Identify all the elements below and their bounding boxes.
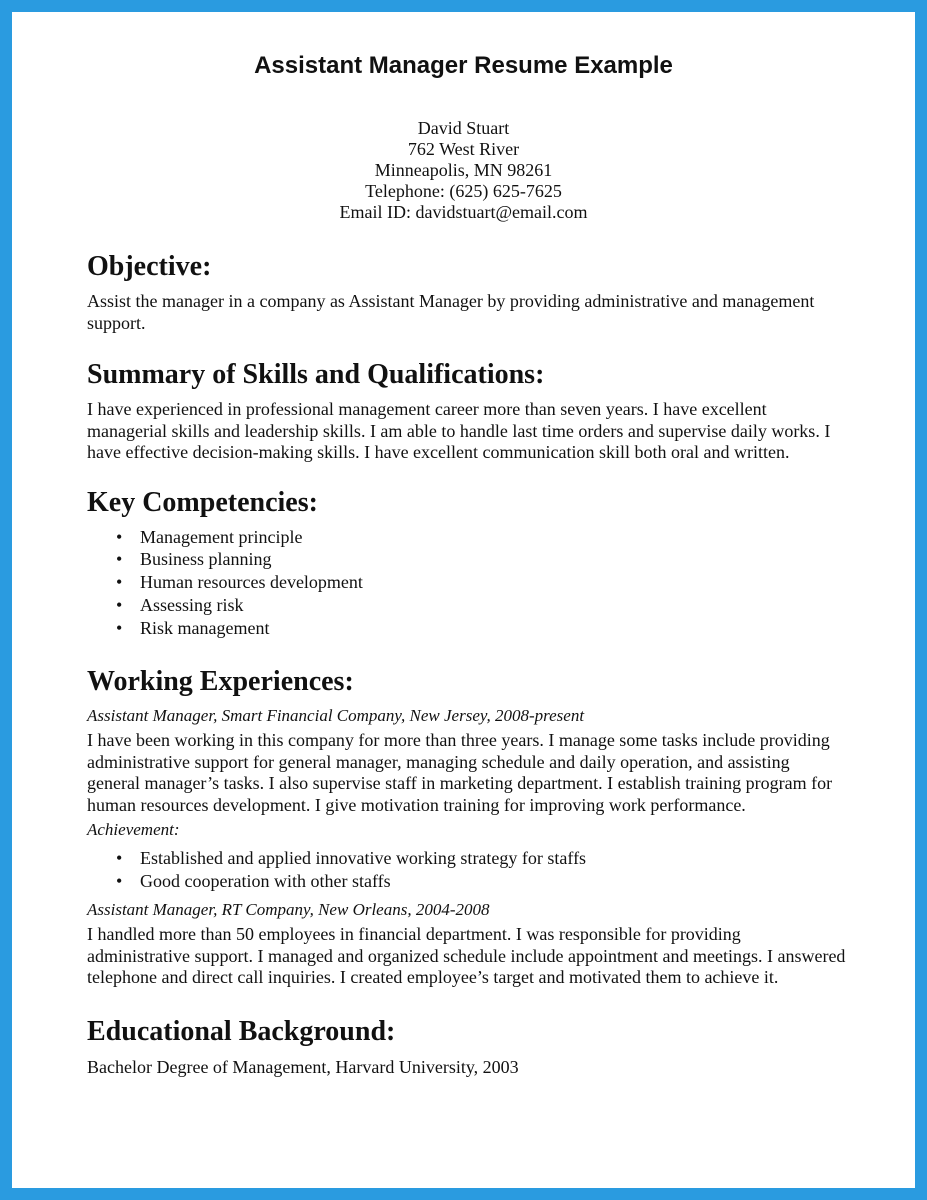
education-heading: Educational Background:	[87, 1015, 396, 1047]
competency-item: • Human resources development	[87, 571, 847, 594]
competency-item: • Business planning	[87, 548, 847, 571]
objective-heading: Objective:	[87, 251, 212, 282]
achievement-label: Achievement:	[87, 820, 180, 840]
skills-section	[87, 358, 847, 464]
competencies-section	[87, 486, 847, 640]
education-text: Bachelor Degree of Management, Harvard University, 2003	[87, 1056, 519, 1077]
competency-item: • Risk management	[87, 617, 847, 640]
page-title: Assistant Manager Resume Example	[254, 52, 673, 79]
job-title: Assistant Manager, Smart Financial Company, New Jersey, 2008-present	[87, 706, 585, 726]
contact-email: Email ID: davidstuart@email.com	[339, 202, 588, 222]
objective-section	[87, 250, 847, 334]
competency-item: • Assessing risk	[87, 594, 847, 617]
competency-item: • Management principle	[87, 526, 847, 549]
achievement-item: • Established and applied innovative working strategy for staffs	[87, 847, 847, 870]
job-description: I have been working in this company for more than three years. I manage some tasks include providing administrative support for general manager, managing schedule and daily operation, and assisting general manager’s tasks. I also supervise staff in marketing department. I establish training program for human resources development. I give motivation training for improving work performance.	[87, 730, 833, 815]
achievement-item: • Good cooperation with other staffs	[87, 870, 847, 893]
contact-address: 762 West River	[407, 139, 520, 159]
contact-telephone: Telephone: (625) 625-7625	[365, 181, 562, 201]
competencies-heading: Key Competencies:	[87, 486, 318, 518]
contact-name: David Stuart	[417, 118, 510, 138]
resume-body	[87, 250, 847, 1078]
experience-heading: Working Experiences:	[87, 666, 354, 698]
education-section	[87, 1015, 847, 1079]
experience-section	[87, 665, 847, 988]
job-title: Assistant Manager, RT Company, New Orleans, 2004-2008	[87, 900, 490, 920]
contact-city: Minneapolis, MN 98261	[374, 160, 553, 180]
contact-block	[0, 118, 927, 223]
achievement-list	[87, 847, 847, 893]
job-description: I handled more than 50 employees in financial department. I was responsible for providing administrative support. I managed and organized schedule include appointment and meetings. I answered telephone and direct call inquiries. I created employee’s target and motivated them to achieve it.	[87, 924, 846, 988]
competencies-list	[87, 526, 847, 640]
skills-text: I have experienced in professional management career more than seven years. I have excellent managerial skills and leadership skills. I am able to handle last time orders and supervise daily works. I have effective decision-making skills. I have excellent communication skill both oral and written.	[87, 399, 831, 462]
skills-heading: Summary of Skills and Qualifications:	[87, 359, 545, 390]
objective-text: Assist the manager in a company as Assistant Manager by providing administrative and management support.	[87, 291, 815, 333]
